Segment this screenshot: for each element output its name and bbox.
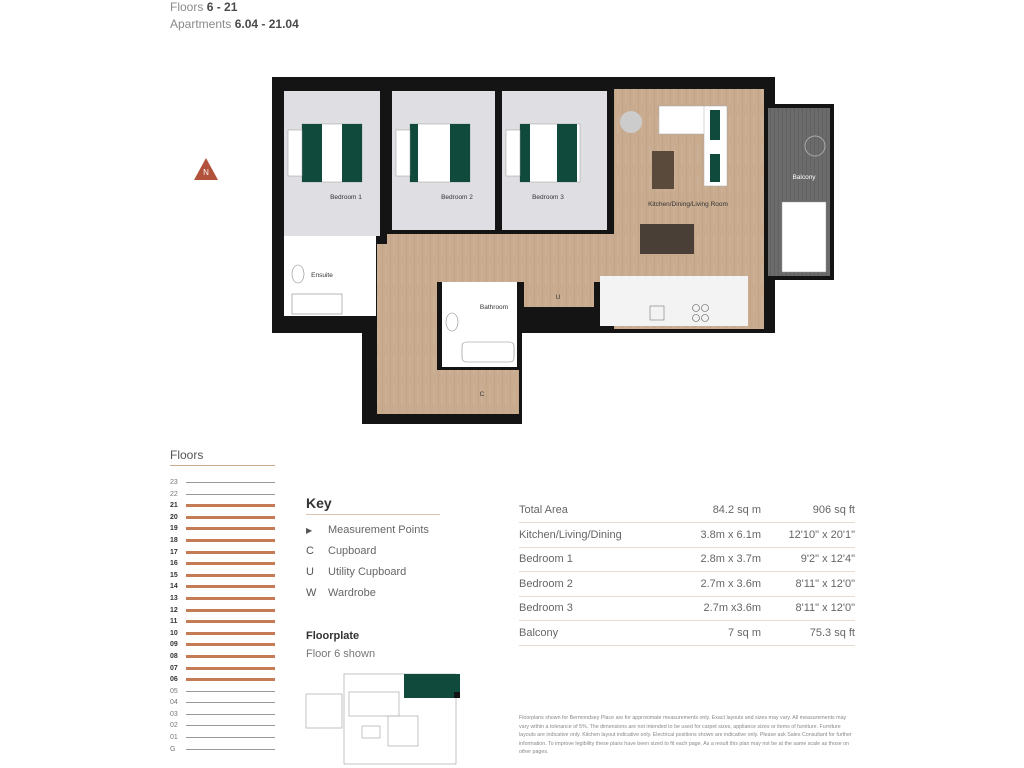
area-row [519, 547, 855, 572]
floor-bar [186, 714, 275, 715]
label-ensuite: Ensuite [311, 272, 333, 279]
floor-bar [186, 551, 275, 554]
floor-number: 05 [170, 687, 178, 695]
floor-row [170, 512, 275, 524]
floor-bar [186, 609, 275, 612]
floor-row [170, 547, 275, 559]
floor-row [170, 500, 275, 512]
floor-bar [186, 597, 275, 600]
floor-bar [186, 691, 275, 692]
floor-row [170, 744, 275, 756]
floor-row [170, 674, 275, 686]
measurement-point-icon: ▶ [306, 526, 313, 535]
floor-row [170, 581, 275, 593]
area-room: Bedroom 2 [519, 572, 651, 597]
floor-bar [186, 749, 275, 750]
key-symbol: C [306, 545, 314, 557]
key-item [306, 587, 429, 608]
dining-table [640, 224, 694, 254]
label-utility: U [555, 294, 561, 301]
floor-number: 08 [170, 652, 178, 660]
floor-bar [186, 632, 275, 635]
floor-row [170, 663, 275, 675]
floor-row [170, 570, 275, 582]
floor-number: 12 [170, 606, 178, 614]
key-label: Wardrobe [328, 587, 376, 599]
floor-row [170, 593, 275, 605]
area-imperial: 75.3 sq ft [761, 621, 855, 646]
floor-number: 02 [170, 722, 178, 730]
bed-bedroom-2 [396, 124, 470, 182]
area-room: Balcony [519, 621, 651, 646]
area-row [519, 596, 855, 621]
floor-bar [186, 539, 275, 542]
floor-row [170, 477, 275, 489]
floor-bar [186, 643, 275, 646]
floorplate-diagram [304, 668, 464, 766]
floor-number: 20 [170, 513, 178, 521]
area-metric: 2.8m x 3.7m [651, 547, 761, 572]
floor-bar [186, 482, 275, 483]
key-list [306, 524, 429, 608]
area-room: Kitchen/Living/Dining [519, 523, 651, 548]
floor-number: 14 [170, 583, 178, 591]
label-bathroom: Bathroom [479, 304, 509, 311]
floor-number: 09 [170, 641, 178, 649]
label-bedroom-1: Bedroom 1 [330, 194, 362, 201]
floor-row [170, 686, 275, 698]
floor-row [170, 535, 275, 547]
key-label: Measurement Points [328, 524, 429, 536]
area-row [519, 498, 855, 523]
floor-row [170, 697, 275, 709]
floor-number: 18 [170, 536, 178, 544]
floor-number: 15 [170, 571, 178, 579]
area-metric: 2.7m x3.6m [651, 596, 761, 621]
key-item [306, 545, 429, 566]
bathroom-toilet [446, 313, 458, 331]
floor-bar [186, 725, 275, 726]
floor-bar [186, 678, 275, 681]
floor-bar [186, 655, 275, 658]
armchair [620, 111, 642, 133]
key-item [306, 524, 429, 545]
floor-number: 11 [170, 618, 178, 626]
label-bedroom-3: Bedroom 3 [532, 194, 564, 201]
disclaimer: Floorplans shown for Bermondsey Place are for approximate measurements only. Exact layouts and sizes may vary. All measurements may vary within a tolerance of 5%. The dimensions are not intended to be used for carpet sizes, appliance sizes or items of furniture. Furniture layouts are indicative only. Kitchen layout indicative only. Electrical positions shown are indicative only. Please ask Sales Consultant for further information. To improve legibility these plans have been sized to fit each page. As a result this plan may not be at the same scale as those on other pages. [519, 715, 852, 756]
compass-label: N [203, 168, 209, 177]
floor-bar [186, 516, 275, 519]
floor-row [170, 558, 275, 570]
area-row [519, 621, 855, 646]
floor-bar [186, 667, 275, 670]
floor-number: 10 [170, 629, 178, 637]
floors-range-value: 6 - 21 [206, 0, 238, 14]
area-imperial: 12'10" x 20'1" [761, 523, 855, 548]
floor-bar [186, 585, 275, 588]
floors-divider [170, 465, 275, 466]
floorplate-title: Floorplate [306, 630, 360, 642]
key-symbol: W [306, 587, 317, 599]
area-imperial: 8'11" x 12'0" [761, 572, 855, 597]
apartments-range [170, 17, 299, 31]
floor-row [170, 732, 275, 744]
coffee-table [652, 151, 674, 189]
floor-row [170, 489, 275, 501]
area-metric: 84.2 sq m [651, 498, 761, 523]
floor-number: 01 [170, 734, 178, 742]
floor-bar [186, 562, 275, 565]
floor-number: 03 [170, 710, 178, 718]
floor-plan [262, 74, 862, 426]
floor-number: 23 [170, 479, 178, 486]
floor-row [170, 709, 275, 721]
floor-row [170, 720, 275, 732]
floor-bar [186, 494, 275, 495]
bed-bedroom-1 [288, 124, 362, 182]
label-bedroom-2: Bedroom 2 [441, 194, 473, 201]
floor-bar [186, 574, 275, 577]
label-balcony: Balcony [792, 174, 816, 181]
floor-bar [186, 737, 275, 738]
floorplate-subtitle: Floor 6 shown [306, 648, 376, 660]
floor-bar [186, 620, 275, 623]
key-symbol: U [306, 566, 314, 578]
area-imperial: 8'11" x 12'0" [761, 596, 855, 621]
floors-range-prefix: Floors [170, 0, 204, 14]
area-table [519, 498, 855, 646]
apartments-range-value: 6.04 - 21.04 [234, 17, 299, 31]
floor-row [170, 639, 275, 651]
floor-row [170, 616, 275, 628]
ensuite-shower [292, 294, 342, 314]
ensuite-toilet [292, 265, 304, 283]
floors-range [170, 0, 237, 14]
floor-number: 16 [170, 560, 178, 568]
area-metric: 2.7m x 3.6m [651, 572, 761, 597]
key-label: Utility Cupboard [328, 566, 407, 578]
cupboard-floor [437, 370, 519, 414]
key-title: Key [306, 495, 332, 511]
utility-floor [524, 279, 594, 307]
area-imperial: 9'2" x 12'4" [761, 547, 855, 572]
floor-number: 06 [170, 676, 178, 684]
floors-title: Floors [170, 448, 204, 462]
floor-number: 19 [170, 525, 178, 533]
area-row [519, 572, 855, 597]
floor-row [170, 628, 275, 640]
floor-number: 22 [170, 490, 178, 498]
apartments-range-prefix: Apartments [170, 17, 232, 31]
floor-bar [186, 504, 275, 507]
floorplate-highlight [404, 674, 460, 698]
kitchen-counter [600, 276, 748, 326]
area-metric: 3.8m x 6.1m [651, 523, 761, 548]
entrance-floor [377, 244, 437, 414]
bed-bedroom-3 [506, 124, 580, 182]
area-room: Total Area [519, 498, 651, 523]
floor-number: 04 [170, 699, 178, 707]
label-cupboard: C [479, 391, 485, 398]
floor-bar [186, 527, 275, 530]
area-row [519, 523, 855, 548]
floor-bar [186, 702, 275, 703]
north-compass-icon [193, 157, 219, 181]
floors-list [170, 477, 275, 755]
key-label: Cupboard [328, 545, 377, 557]
floor-number: G [170, 745, 176, 753]
key-divider [306, 514, 440, 515]
floor-row [170, 651, 275, 663]
floor-number: 07 [170, 664, 178, 672]
floor-number: 21 [170, 502, 178, 510]
floor-number: 17 [170, 548, 178, 556]
area-room: Bedroom 1 [519, 547, 651, 572]
area-room: Bedroom 3 [519, 596, 651, 621]
key-item [306, 566, 429, 587]
area-metric: 7 sq m [651, 621, 761, 646]
floor-row [170, 523, 275, 535]
label-kitchen: Kitchen/Dining/Living Room [648, 201, 728, 208]
bathtub [462, 342, 514, 362]
area-imperial: 906 sq ft [761, 498, 855, 523]
floor-number: 13 [170, 594, 178, 602]
floor-row [170, 605, 275, 617]
balcony-sofa [782, 202, 826, 272]
